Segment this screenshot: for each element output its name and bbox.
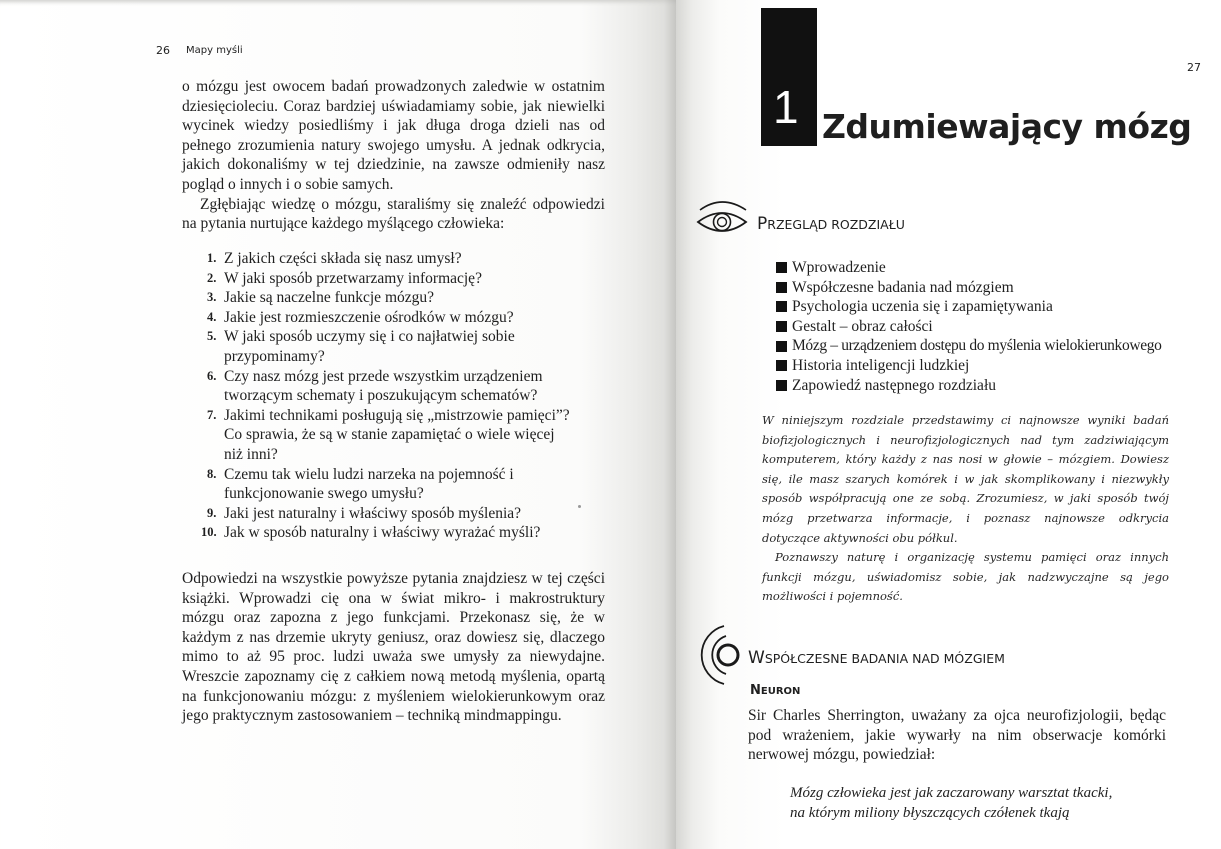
- chapter-intro-1: W niniejszym rozdziale przedstawimy ci najnowsze wyniki badań biofizjologicznych i neurofizjologicznych nad tym zadziwiającym komputerem, który każdy z nas nosi w głowie – mózgiem. Dowiesz się, ile masz szarych komórek i w jak skomplikowany i niezwykły sposób współpracują one ze sobą. Zrozumiesz, w jaki sposób twój mózg przetwarza informacje, i poznasz najnowsze odkrycia dotyczące aktywności obu półkul.: [762, 413, 1169, 545]
- eye-icon: [694, 196, 752, 242]
- list-item: Wprowadzenie: [776, 258, 1186, 278]
- running-title: Mapy myśli: [186, 45, 243, 56]
- subheading-neuron: NEURON: [750, 683, 801, 698]
- list-item: 8. Czemu tak wielu ludzi narzeka na pojemność i funkcjonowanie swego umysłu?: [207, 465, 514, 503]
- list-item: 6. Czy nasz mózg jest przede wszystkim urządzeniem tworzącym schematy i poszukującym schematów?: [207, 367, 543, 405]
- quote: Mózg człowieka jest jak zaczarowany warsztat tkacki, na którym miliony błyszczących czółenek tkają: [790, 785, 1113, 821]
- list-item: Psychologia uczenia się i zapamiętywania: [776, 297, 1186, 317]
- list-item: Gestalt – obraz całości: [776, 317, 1186, 337]
- section-heading: WSPÓŁCZESNE BADANIA NAD MÓZGIEM: [748, 648, 1005, 668]
- list-item: Mózg – urządzeniem dostępu do myślenia wielokierunkowego: [776, 336, 1186, 356]
- chapter-title: Zdumiewający mózg: [822, 107, 1192, 146]
- bullet-square-icon: [776, 380, 787, 391]
- answers-paragraph: Odpowiedzi na wszystkie powyższe pytania znajdziesz w tej części książki. Wprowadzi cię ona w świat mikro- i makrostruktury mózgu oraz zapozna z jego funkcjami. Przekonasz się, że w każdym z nas drzemie ukryty geniusz, oraz dowiesz się, dlaczego mimo to aż 95 proc. ludzi uważa swe umysły za niewydajne. Wreszcie zapoznamy cię z całkiem nową metodą myślenia, opartą na funkcjonowaniu mózgu: z myśleniem wielokierunkowym oraz jego praktycznym zastosowaniem – techniką mindmappingu.: [182, 570, 605, 725]
- intro-paragraph: [182, 77, 605, 234]
- intro-paragraph-1: o mózgu jest owocem badań prowadzonych zaledwie w ostatnim dziesięcioleciu. Coraz bardziej uświadamiamy sobie, jak niewielki wycinek wiedzy posiedliśmy i jak długa droga dzieli nas od pełnego zrozumienia natury swojego umysłu. A jednak odkrycia, jakich dokonaliśmy w tej dziedzinie, na zawsze odmieniły nasz pogląd o innych i o sobie samych.: [182, 78, 605, 193]
- radar-icon: [694, 622, 744, 688]
- bullet-square-icon: [776, 282, 787, 293]
- list-item: 2. W jaki sposób przetwarzamy informację?: [207, 269, 482, 287]
- speck: [578, 505, 581, 508]
- bullet-square-icon: [776, 341, 787, 352]
- bullet-square-icon: [776, 360, 787, 371]
- page-number-left: 26: [156, 44, 170, 57]
- page-number-right: 27: [1187, 61, 1201, 74]
- list-item: 3. Jakie są naczelne funkcje mózgu?: [207, 289, 435, 307]
- list-item: 5. W jaki sposób uczymy się i co najłatwiej sobie przypominamy?: [207, 328, 515, 365]
- list-item: 7. Jakimi technikami posługują się „mistrzowie pamięci”? Co sprawia, że są w stanie zapamiętać o wiele więcej niż inni?: [207, 406, 570, 463]
- overview-list: [776, 258, 1186, 395]
- list-item: 4. Jakie jest rozmieszczenie ośrodków w mózgu?: [207, 308, 514, 326]
- list-item: Zapowiedź następnego rozdziału: [776, 376, 1186, 396]
- list-item: 1. Z jakich części składa się nasz umysł?: [207, 250, 462, 267]
- list-item: Historia inteligencji ludzkiej: [776, 356, 1186, 376]
- intro-paragraph-2: Zgłębiając wiedzę o mózgu, staraliśmy się znaleźć odpowiedzi na pytania nurtujące każdego myślącego człowieka:: [182, 195, 605, 233]
- bullet-square-icon: [776, 262, 787, 273]
- questions-list: [201, 249, 572, 543]
- chapter-intro-2: Poznawszy naturę i organizację systemu pamięci oraz innych funkcji mózgu, uświadomisz sobie, jak nadzwyczajne są jego możliwości i pojemność.: [762, 550, 1169, 604]
- body-paragraph: Sir Charles Sherrington, uważany za ojca neurofizjologii, będąc pod wrażeniem, jakie wywarły na nim obserwacje komórki nerwowej mózgu, powiedział:: [748, 707, 1166, 764]
- bullet-square-icon: [776, 321, 787, 332]
- list-item: 10. Jak w sposób naturalny i właściwy wyrażać myśli?: [201, 524, 541, 542]
- list-item: Współczesne badania nad mózgiem: [776, 278, 1186, 298]
- bullet-square-icon: [776, 301, 787, 312]
- chapter-intro: [762, 411, 1169, 607]
- list-item: 9. Jaki jest naturalny i właściwy sposób myślenia?: [207, 504, 522, 522]
- chapter-number: 1: [773, 81, 799, 133]
- overview-heading: PRZEGLĄD ROZDZIAŁU: [757, 214, 905, 234]
